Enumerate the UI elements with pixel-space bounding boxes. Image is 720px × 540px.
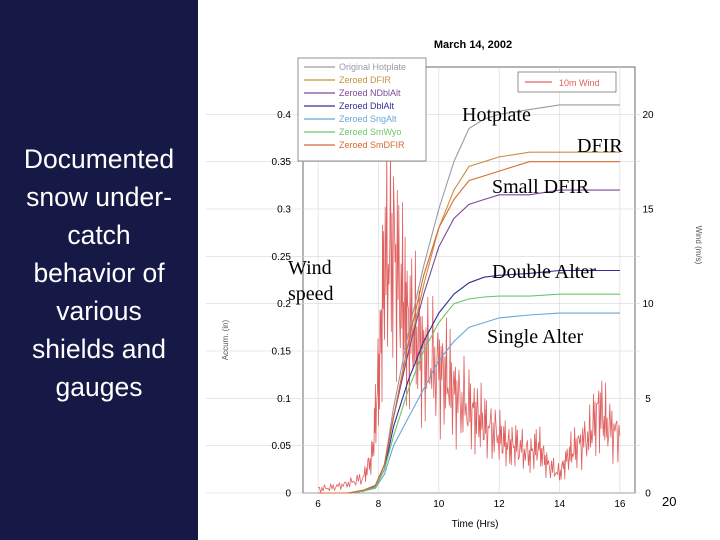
small-dfir-annotation: Small DFIR	[492, 176, 590, 198]
wind-legend-entry: 10m Wind	[559, 78, 600, 88]
y2-tick-label: 20	[642, 109, 654, 121]
y-axis-label-right: Wind (m/s)	[694, 225, 703, 265]
page-number: 20	[662, 494, 677, 509]
slide-title-line: behavior of	[33, 258, 165, 288]
legend-entry: Zeroed NDblAlt	[339, 88, 401, 98]
wind-speed-annotation	[288, 255, 334, 307]
legend-entry: Zeroed SmDFIR	[339, 140, 405, 150]
slide-title-line: various	[56, 296, 142, 326]
y-tick-label: 0.15	[271, 346, 291, 358]
y2-tick-label: 15	[642, 204, 654, 216]
y-tick-label: 0.25	[271, 251, 291, 263]
x-axis-label: Time (Hrs)	[451, 519, 499, 530]
slide-title	[0, 140, 198, 406]
y2-tick-label: 10	[642, 299, 654, 311]
y-axis-label-left: Accum. (in)	[221, 319, 230, 361]
y-tick-label: 0.05	[271, 441, 291, 453]
x-tick-label: 16	[614, 499, 626, 510]
y-tick-label: 0.2	[277, 299, 291, 311]
x-tick-label: 6	[315, 499, 321, 510]
legend-entry: Zeroed SngAlt	[339, 114, 397, 124]
legend-entry: Zeroed SmWyo	[339, 127, 402, 137]
slide-title-line: gauges	[55, 372, 143, 402]
dfir-annotation: DFIR	[577, 135, 623, 157]
slide-title-line: snow under-	[26, 182, 172, 212]
y-tick-label: 0.35	[271, 157, 291, 169]
y2-tick-label: 5	[645, 393, 651, 405]
slide-title-line: catch	[67, 220, 131, 250]
y-tick-label: 0.3	[277, 204, 291, 216]
legend-entry: Original Hotplate	[339, 62, 407, 72]
chart-title: March 14, 2002	[433, 39, 513, 51]
legend-entry: Zeroed DFIR	[339, 75, 392, 85]
wind-speed-annotation-line: speed	[288, 283, 334, 305]
x-tick-label: 10	[433, 499, 445, 510]
y-tick-label: 0	[285, 488, 291, 500]
accumulation-chart	[198, 0, 720, 540]
y-tick-label: 0.1	[277, 393, 291, 405]
x-tick-label: 12	[493, 499, 505, 510]
x-tick-label: 8	[375, 499, 382, 510]
wind-speed-annotation-line: Wind	[288, 257, 332, 279]
y2-tick-label: 0	[645, 488, 651, 500]
y-tick-label: 0.4	[277, 109, 291, 121]
x-tick-label: 14	[553, 499, 566, 510]
legend-entry: Zeroed DblAlt	[339, 101, 395, 111]
slide-title-panel	[0, 0, 198, 540]
slide-title-line: Documented	[23, 144, 175, 174]
single-alter-annotation: Single Alter	[487, 326, 584, 348]
slide-title-line: shields and	[31, 334, 167, 364]
hotplate-annotation: Hotplate	[462, 104, 531, 126]
double-alter-annotation: Double Alter	[492, 261, 596, 283]
